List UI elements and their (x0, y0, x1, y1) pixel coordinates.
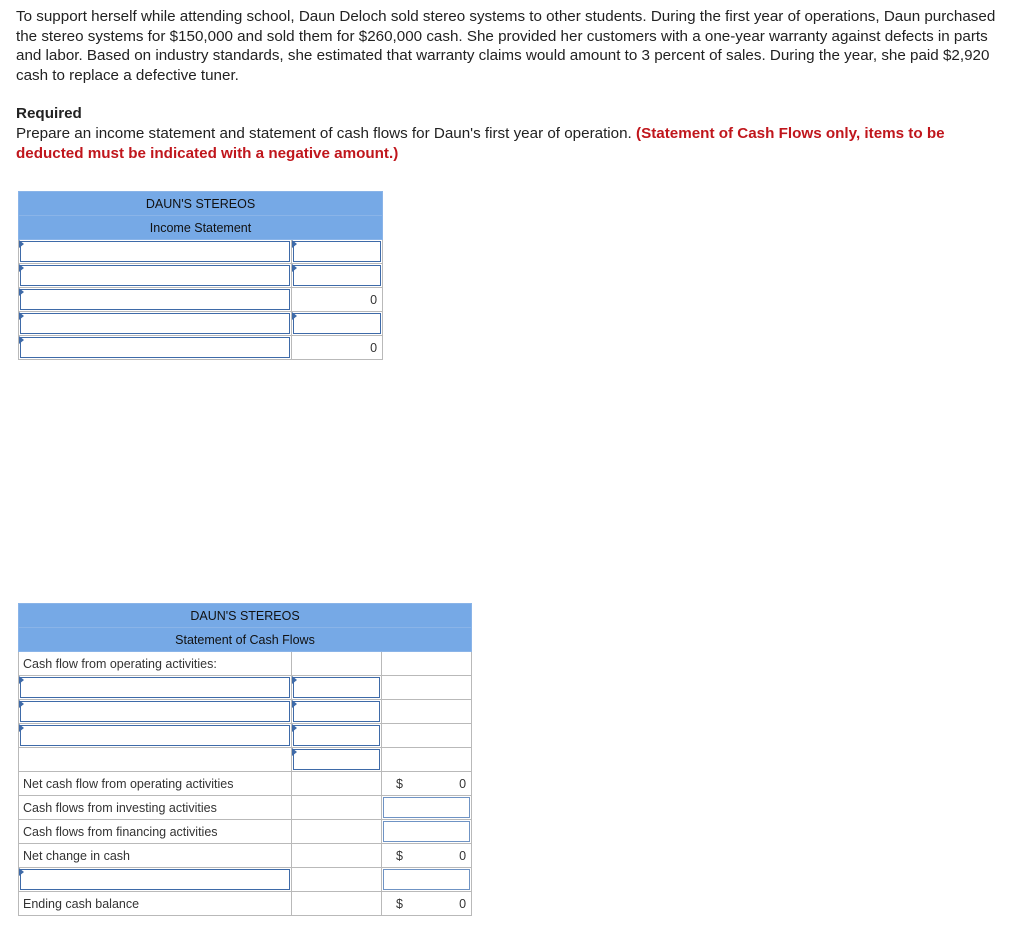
operating-amount-input-1[interactable] (293, 677, 380, 698)
required-heading: Required (16, 105, 82, 122)
cash-flow-table (18, 603, 472, 916)
operating-label-input-3[interactable] (20, 725, 290, 746)
required-instructions (16, 124, 1016, 163)
operating-label-input-1[interactable] (20, 677, 290, 698)
dropdown-flag-icon (292, 748, 297, 756)
table-row (19, 868, 472, 892)
dropdown-flag-icon (19, 264, 24, 272)
dropdown-flag-icon (19, 312, 24, 320)
table-row (19, 700, 472, 724)
ending-cash-value: 0 (459, 897, 467, 911)
income-total-1: 0 (292, 288, 383, 312)
table-row (19, 724, 472, 748)
table-row (19, 796, 472, 820)
net-change-label: Net change in cash (19, 844, 292, 868)
table-row (19, 336, 383, 360)
income-label-cell[interactable] (19, 240, 292, 264)
net-operating-currency: $ (396, 777, 403, 791)
income-label-cell[interactable] (19, 336, 292, 360)
dropdown-flag-icon (19, 676, 24, 684)
income-label-input-4[interactable] (20, 313, 290, 334)
cash-label-cell[interactable] (19, 724, 292, 748)
dropdown-flag-icon (19, 240, 24, 248)
dropdown-flag-icon (292, 700, 297, 708)
table-row (19, 676, 472, 700)
investing-amount-cell[interactable] (382, 796, 472, 820)
ending-cash-label: Ending cash balance (19, 892, 292, 916)
beginning-cash-label-input[interactable] (20, 869, 290, 890)
net-change-value: 0 (459, 849, 467, 863)
financing-amount-input[interactable] (383, 821, 470, 842)
cash-amount-cell[interactable] (292, 700, 382, 724)
beginning-cash-amount-input[interactable] (383, 869, 470, 890)
cash-amount-cell[interactable] (292, 676, 382, 700)
income-amount-input-1[interactable] (293, 241, 381, 262)
net-operating-total (382, 772, 472, 796)
income-label-input-1[interactable] (20, 241, 290, 262)
ending-cash-total (382, 892, 472, 916)
investing-label: Cash flows from investing activities (19, 796, 292, 820)
net-change-total (382, 844, 472, 868)
income-amount-cell[interactable] (292, 240, 383, 264)
income-amount-input-4[interactable] (293, 313, 381, 334)
problem-statement: To support herself while attending school, Daun Deloch sold stereo systems to other students. During the first year of operations, Daun purchased the stereo systems for $150,000 and sold them for $260,000 cash. She provided her customers with a one-year warranty against defects in parts and labor. Based on industry standards, she estimated that warranty claims would amount to 3 percent of sales. During the year, she paid $2,920 cash to replace a defective tuner. (16, 8, 996, 84)
ending-cash-currency: $ (396, 897, 403, 911)
table-row (19, 312, 383, 336)
table-row (19, 652, 472, 676)
cash-flow-company-name: DAUN'S STEREOS (19, 604, 472, 628)
operating-label-input-2[interactable] (20, 701, 290, 722)
income-label-cell[interactable] (19, 288, 292, 312)
income-label-cell[interactable] (19, 312, 292, 336)
income-statement-title: Income Statement (19, 216, 383, 240)
cash-amount-cell[interactable] (292, 748, 382, 772)
table-row (19, 264, 383, 288)
dropdown-flag-icon (19, 700, 24, 708)
income-label-input-5[interactable] (20, 337, 290, 358)
cash-label-cell[interactable] (19, 700, 292, 724)
income-label-cell[interactable] (19, 264, 292, 288)
income-label-input-3[interactable] (20, 289, 290, 310)
dropdown-flag-icon (292, 676, 297, 684)
operating-amount-input-3[interactable] (293, 725, 380, 746)
table-row (19, 844, 472, 868)
dropdown-flag-icon (292, 312, 297, 320)
table-row (19, 892, 472, 916)
dropdown-flag-icon (19, 288, 24, 296)
dropdown-flag-icon (292, 264, 297, 272)
table-row (19, 772, 472, 796)
cash-label-cell[interactable] (19, 868, 292, 892)
income-amount-input-2[interactable] (293, 265, 381, 286)
operating-activities-header: Cash flow from operating activities: (19, 652, 292, 676)
required-text: Prepare an income statement and statement of cash flows for Daun's first year of operation. (16, 125, 632, 142)
table-row (19, 820, 472, 844)
income-company-name: DAUN'S STEREOS (19, 192, 383, 216)
income-amount-cell[interactable] (292, 264, 383, 288)
net-operating-value: 0 (459, 777, 467, 791)
dropdown-flag-icon (19, 868, 24, 876)
beginning-cash-amount-cell[interactable] (382, 868, 472, 892)
net-operating-label: Net cash flow from operating activities (19, 772, 292, 796)
required-note: (Statement of Cash Flows only, items to be deducted must be indicated with a negative amount.) (16, 125, 945, 162)
income-total-2: 0 (292, 336, 383, 360)
table-row (19, 748, 472, 772)
dropdown-flag-icon (19, 724, 24, 732)
cash-flow-title: Statement of Cash Flows (19, 628, 472, 652)
cash-amount-cell[interactable] (292, 724, 382, 748)
income-statement-table (18, 191, 383, 360)
investing-amount-input[interactable] (383, 797, 470, 818)
cash-label-cell[interactable] (19, 676, 292, 700)
income-amount-cell[interactable] (292, 312, 383, 336)
dropdown-flag-icon (292, 240, 297, 248)
dropdown-flag-icon (292, 724, 297, 732)
net-change-currency: $ (396, 849, 403, 863)
table-row (19, 240, 383, 264)
dropdown-flag-icon (19, 336, 24, 344)
financing-label: Cash flows from financing activities (19, 820, 292, 844)
operating-amount-input-2[interactable] (293, 701, 380, 722)
income-label-input-2[interactable] (20, 265, 290, 286)
financing-amount-cell[interactable] (382, 820, 472, 844)
table-row (19, 288, 383, 312)
operating-amount-input-4[interactable] (293, 749, 380, 770)
